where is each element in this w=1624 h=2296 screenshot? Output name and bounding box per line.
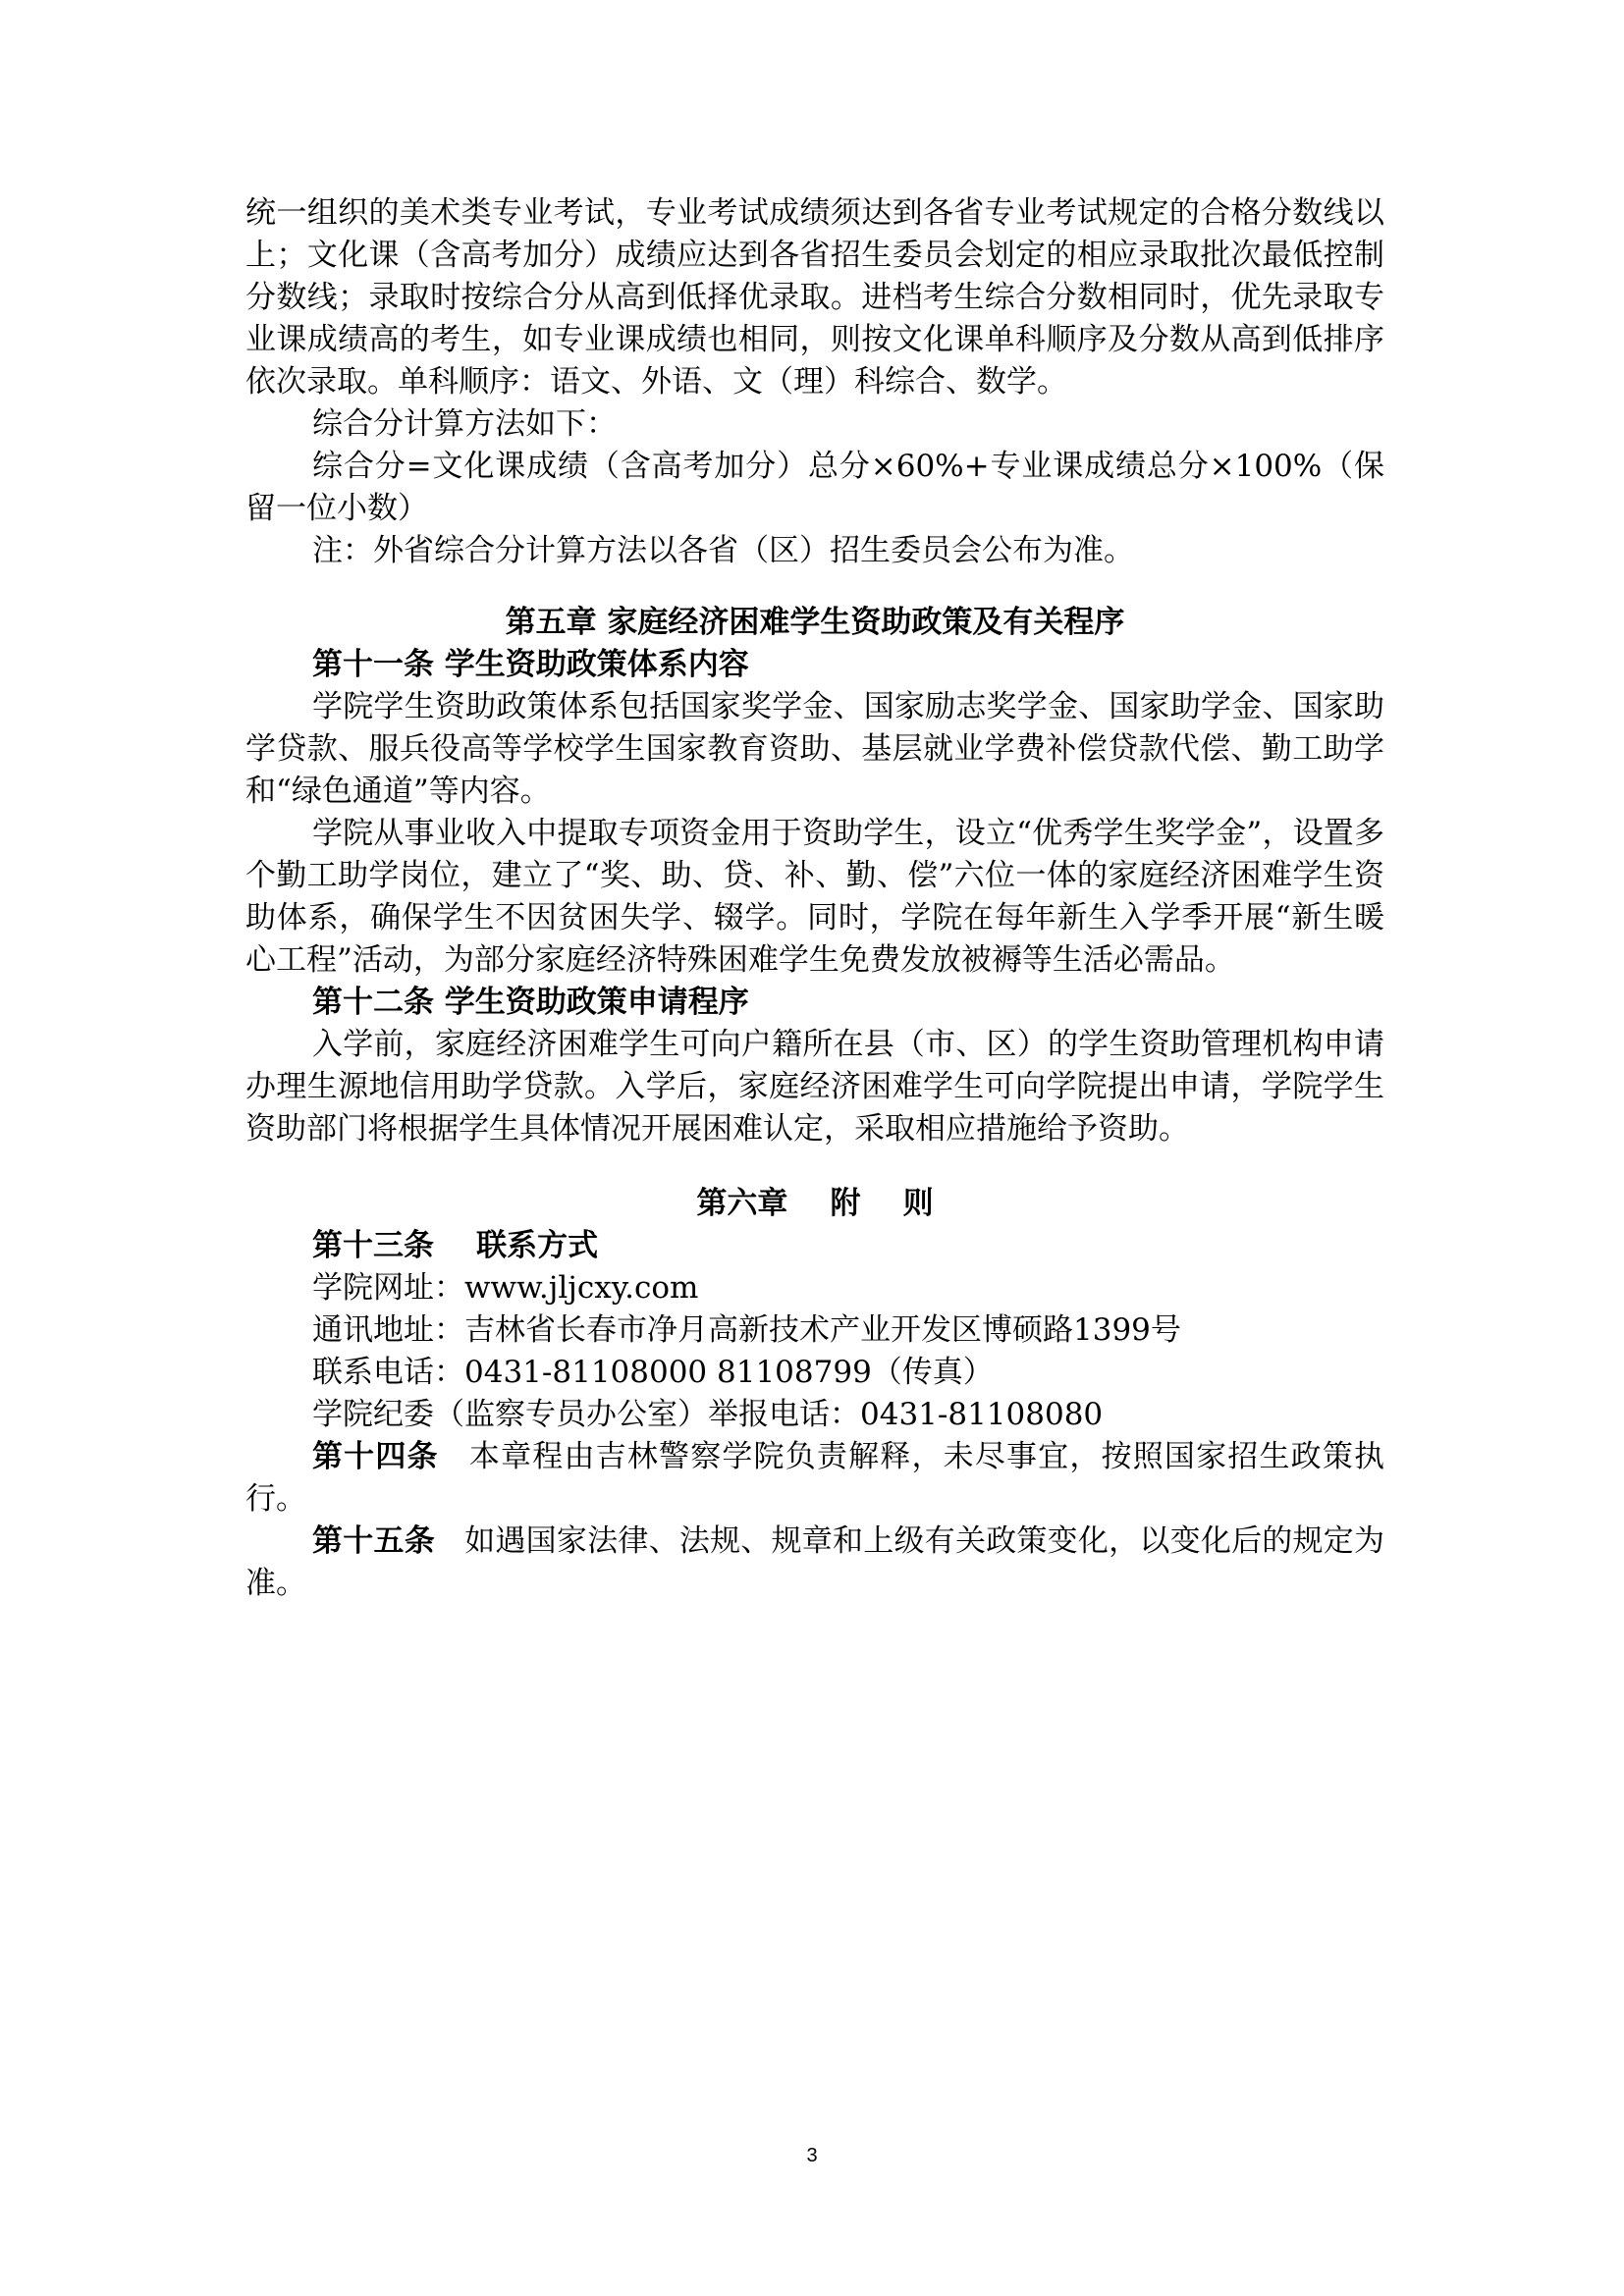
article-fourteen-label: 第十四条 bbox=[312, 1439, 439, 1474]
article-eleven-title: 第十一条 学生资助政策体系内容 bbox=[312, 647, 749, 682]
body-paragraph: 统一组织的美术类专业考试，专业考试成绩须达到各省专业考试规定的合格分数线以上；文化课（含高考加分）成绩应达到各省招生委员会划定的相应录取批次最低控制分数线；录取时按综合分从高到低择优录取。进档考生综合分数相同时，优先录取专业课成绩高的考生，如专业课成绩也相同，则按文化课单科顺序及分数从高到低排序依次录取。单科顺序：语文、外语、文（理）科综合、数学。 bbox=[245, 195, 1384, 400]
contact-website: 学院网址：www.jljcxy.com bbox=[312, 1270, 699, 1306]
page-body bbox=[245, 192, 1384, 1605]
contact-address: 通讯地址：吉林省长春市净月高新技术产业开发区博硕路1399号 bbox=[312, 1312, 1181, 1348]
chapter-five-title: 第五章 家庭经济困难学生资助政策及有关程序 bbox=[505, 605, 1125, 640]
chapter-six-title: 第六章 附 则 bbox=[696, 1186, 934, 1221]
body-paragraph: 学院学生资助政策体系包括国家奖学金、国家励志奖学金、国家助学金、国家助学贷款、服兵役高等学校学生国家教育资助、基层就业学费补偿贷款代偿、勤工助学和“绿色通道”等内容。 bbox=[245, 689, 1384, 809]
body-paragraph: 学院从事业收入中提取专项资金用于资助学生，设立“优秀学生奖学金”，设置多个勤工助学岗位，建立了“奖、助、贷、补、勤、偿”六位一体的家庭经济困难学生资助体系，确保学生不因贫困失学、辍学。同时，学院在每年新生入学季开展“新生暖心工程”活动，为部分家庭经济特殊困难学生免费发放被褥等生活必需品。 bbox=[245, 816, 1384, 978]
article-twelve-title: 第十二条 学生资助政策申请程序 bbox=[312, 985, 749, 1020]
body-paragraph: 综合分计算方法如下： bbox=[312, 406, 617, 442]
contact-report-phone: 学院纪委（监察专员办公室）举报电话：0431-81108080 bbox=[312, 1397, 1104, 1432]
article-thirteen-title: 第十三条 联系方式 bbox=[312, 1228, 599, 1263]
article-fifteen-text: 如遇国家法律、法规、规章和上级有关政策变化，以变化后的规定为准。 bbox=[245, 1523, 1385, 1601]
contact-phone: 联系电话：0431-81108000 81108799（传真） bbox=[312, 1355, 994, 1390]
page-number: 3 bbox=[806, 2145, 818, 2166]
article-fourteen-text: 本章程由吉林警察学院负责解释，未尽事宜，按照国家招生政策执行。 bbox=[245, 1439, 1385, 1517]
article-fifteen bbox=[245, 1521, 1384, 1605]
article-fifteen-label: 第十五条 bbox=[312, 1523, 435, 1559]
note-paragraph: 注：外省综合分计算方法以各省（区）招生委员会公布为准。 bbox=[312, 533, 1134, 568]
formula-paragraph: 综合分=文化课成绩（含高考加分）总分×60%+专业课成绩总分×100%（保留一位小数） bbox=[245, 449, 1384, 526]
article-fourteen bbox=[245, 1436, 1384, 1521]
body-paragraph: 入学前，家庭经济困难学生可向户籍所在县（市、区）的学生资助管理机构申请办理生源地信用助学贷款。入学后，家庭经济困难学生可向学院提出申请，学院学生资助部门将根据学生具体情况开展困难认定，采取相应措施给予资助。 bbox=[245, 1027, 1384, 1147]
